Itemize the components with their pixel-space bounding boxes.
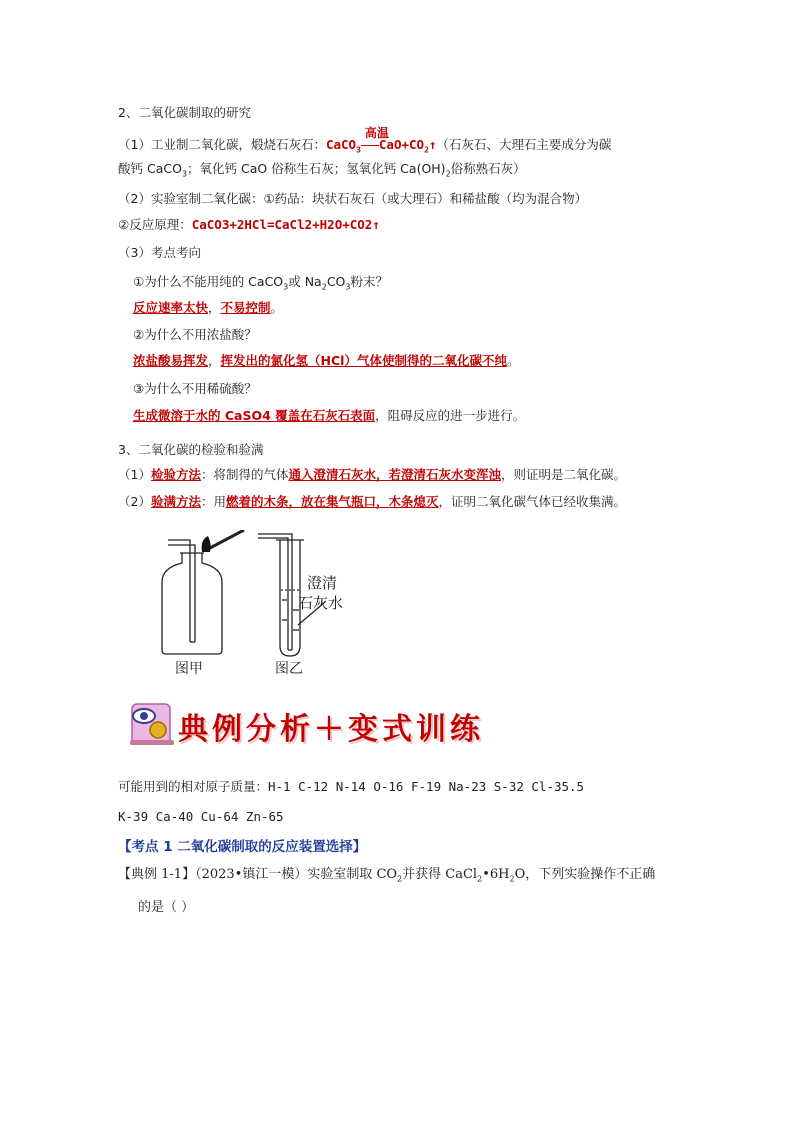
sec2-p3-title: （3）考点考向 [118, 245, 201, 260]
apparatus-figure [150, 530, 370, 684]
answer-1: 反应速率太快，不易控制。 [133, 300, 284, 315]
example-1-1-line2: 的是（ ） [138, 900, 195, 915]
water-label-2: 石灰水 [298, 594, 344, 612]
sec2-p2b: ②反应原理：CaCO3+2HCl=CaCl2+H2O+CO2↑ [118, 217, 380, 232]
sec3-p1: （1）检验方法：将制得的气体通入澄清石灰水，若澄清石灰水变浑浊，则证明是二氧化碳。 [118, 467, 627, 482]
figure-label-a: 图甲 [175, 661, 203, 677]
question-1: ①为什么不能用纯的 CaCO$_3$或 $Na_2CO_3$粉末？ [133, 274, 388, 292]
section3-title: 3、二氧化碳的检验和验满 [118, 442, 264, 457]
question-2: ②为什么不用浓盐酸？ [133, 327, 257, 342]
atomic-masses-line2: K-39 Ca-40 Cu-64 Zn-65 [118, 809, 284, 824]
sec2-p1-line2: 酸钙 CaCO$_3$；氧化钙 CaO 俗称生石灰；氢氧化钙 $Ca(OH)_2$俗称熟石灰） [118, 161, 526, 179]
answer-2: 浓盐酸易挥发，挥发出的氯化氢（HCl）气体使制得的二氧化碳不纯。 [133, 353, 520, 368]
equation-reactant: CaCO$_3$ [325, 137, 361, 155]
figure-label-b: 图乙 [275, 661, 303, 677]
atomic-masses-line1: 可能用到的相对原子质量：H-1 C-12 N-14 O-16 F-19 Na-23 S-32 Cl-35.5 [118, 779, 585, 794]
example-1-1: 【典例 1-1】（2023•镇江一模）实验室制取 $CO_2$并获得 $CaCl_2•6H_2O$，下列实验操作不正确 [118, 867, 656, 884]
lab-equation: CaCO3+2HCl=CaCl2+H2O+CO2↑ [191, 217, 380, 232]
section2-title: 2、二氧化碳制取的研究 [118, 105, 251, 120]
answer-3: 生成微溶于水的 CaSO4 覆盖在石灰石表面，阻碍反应的进一步进行。 [133, 408, 526, 423]
burning-splint-icon [202, 530, 244, 552]
reaction-condition: 高温 [361, 136, 379, 154]
water-label-1: 澄清 [307, 574, 338, 592]
banner-title: 典例分析＋变式训练 [178, 712, 484, 747]
sec2-p1-prefix: （1）工业制二氧化碳，煅烧石灰石： [118, 137, 326, 152]
sec2-p2: （2）实验室制二氧化碳：①药品：块状石灰石（或大理石）和稀盐酸（均为混合物） [118, 191, 588, 206]
question-3: ③为什么不用稀硫酸？ [133, 381, 257, 396]
topic-1-heading: 【考点 1 二氧化碳制取的反应装置选择】 [118, 839, 367, 855]
equation-products: $CaO+CO_2↑$ [378, 137, 437, 155]
sec2-p1-rest: （石灰石、大理石主要成分为碳 [436, 137, 612, 152]
sec3-p2: （2）验满方法：用燃着的木条，放在集气瓶口，木条熄灭，证明二氧化碳气体已经收集满。 [118, 494, 627, 509]
scroll-eye-icon [128, 700, 178, 748]
sec2-p1 [118, 126, 612, 155]
